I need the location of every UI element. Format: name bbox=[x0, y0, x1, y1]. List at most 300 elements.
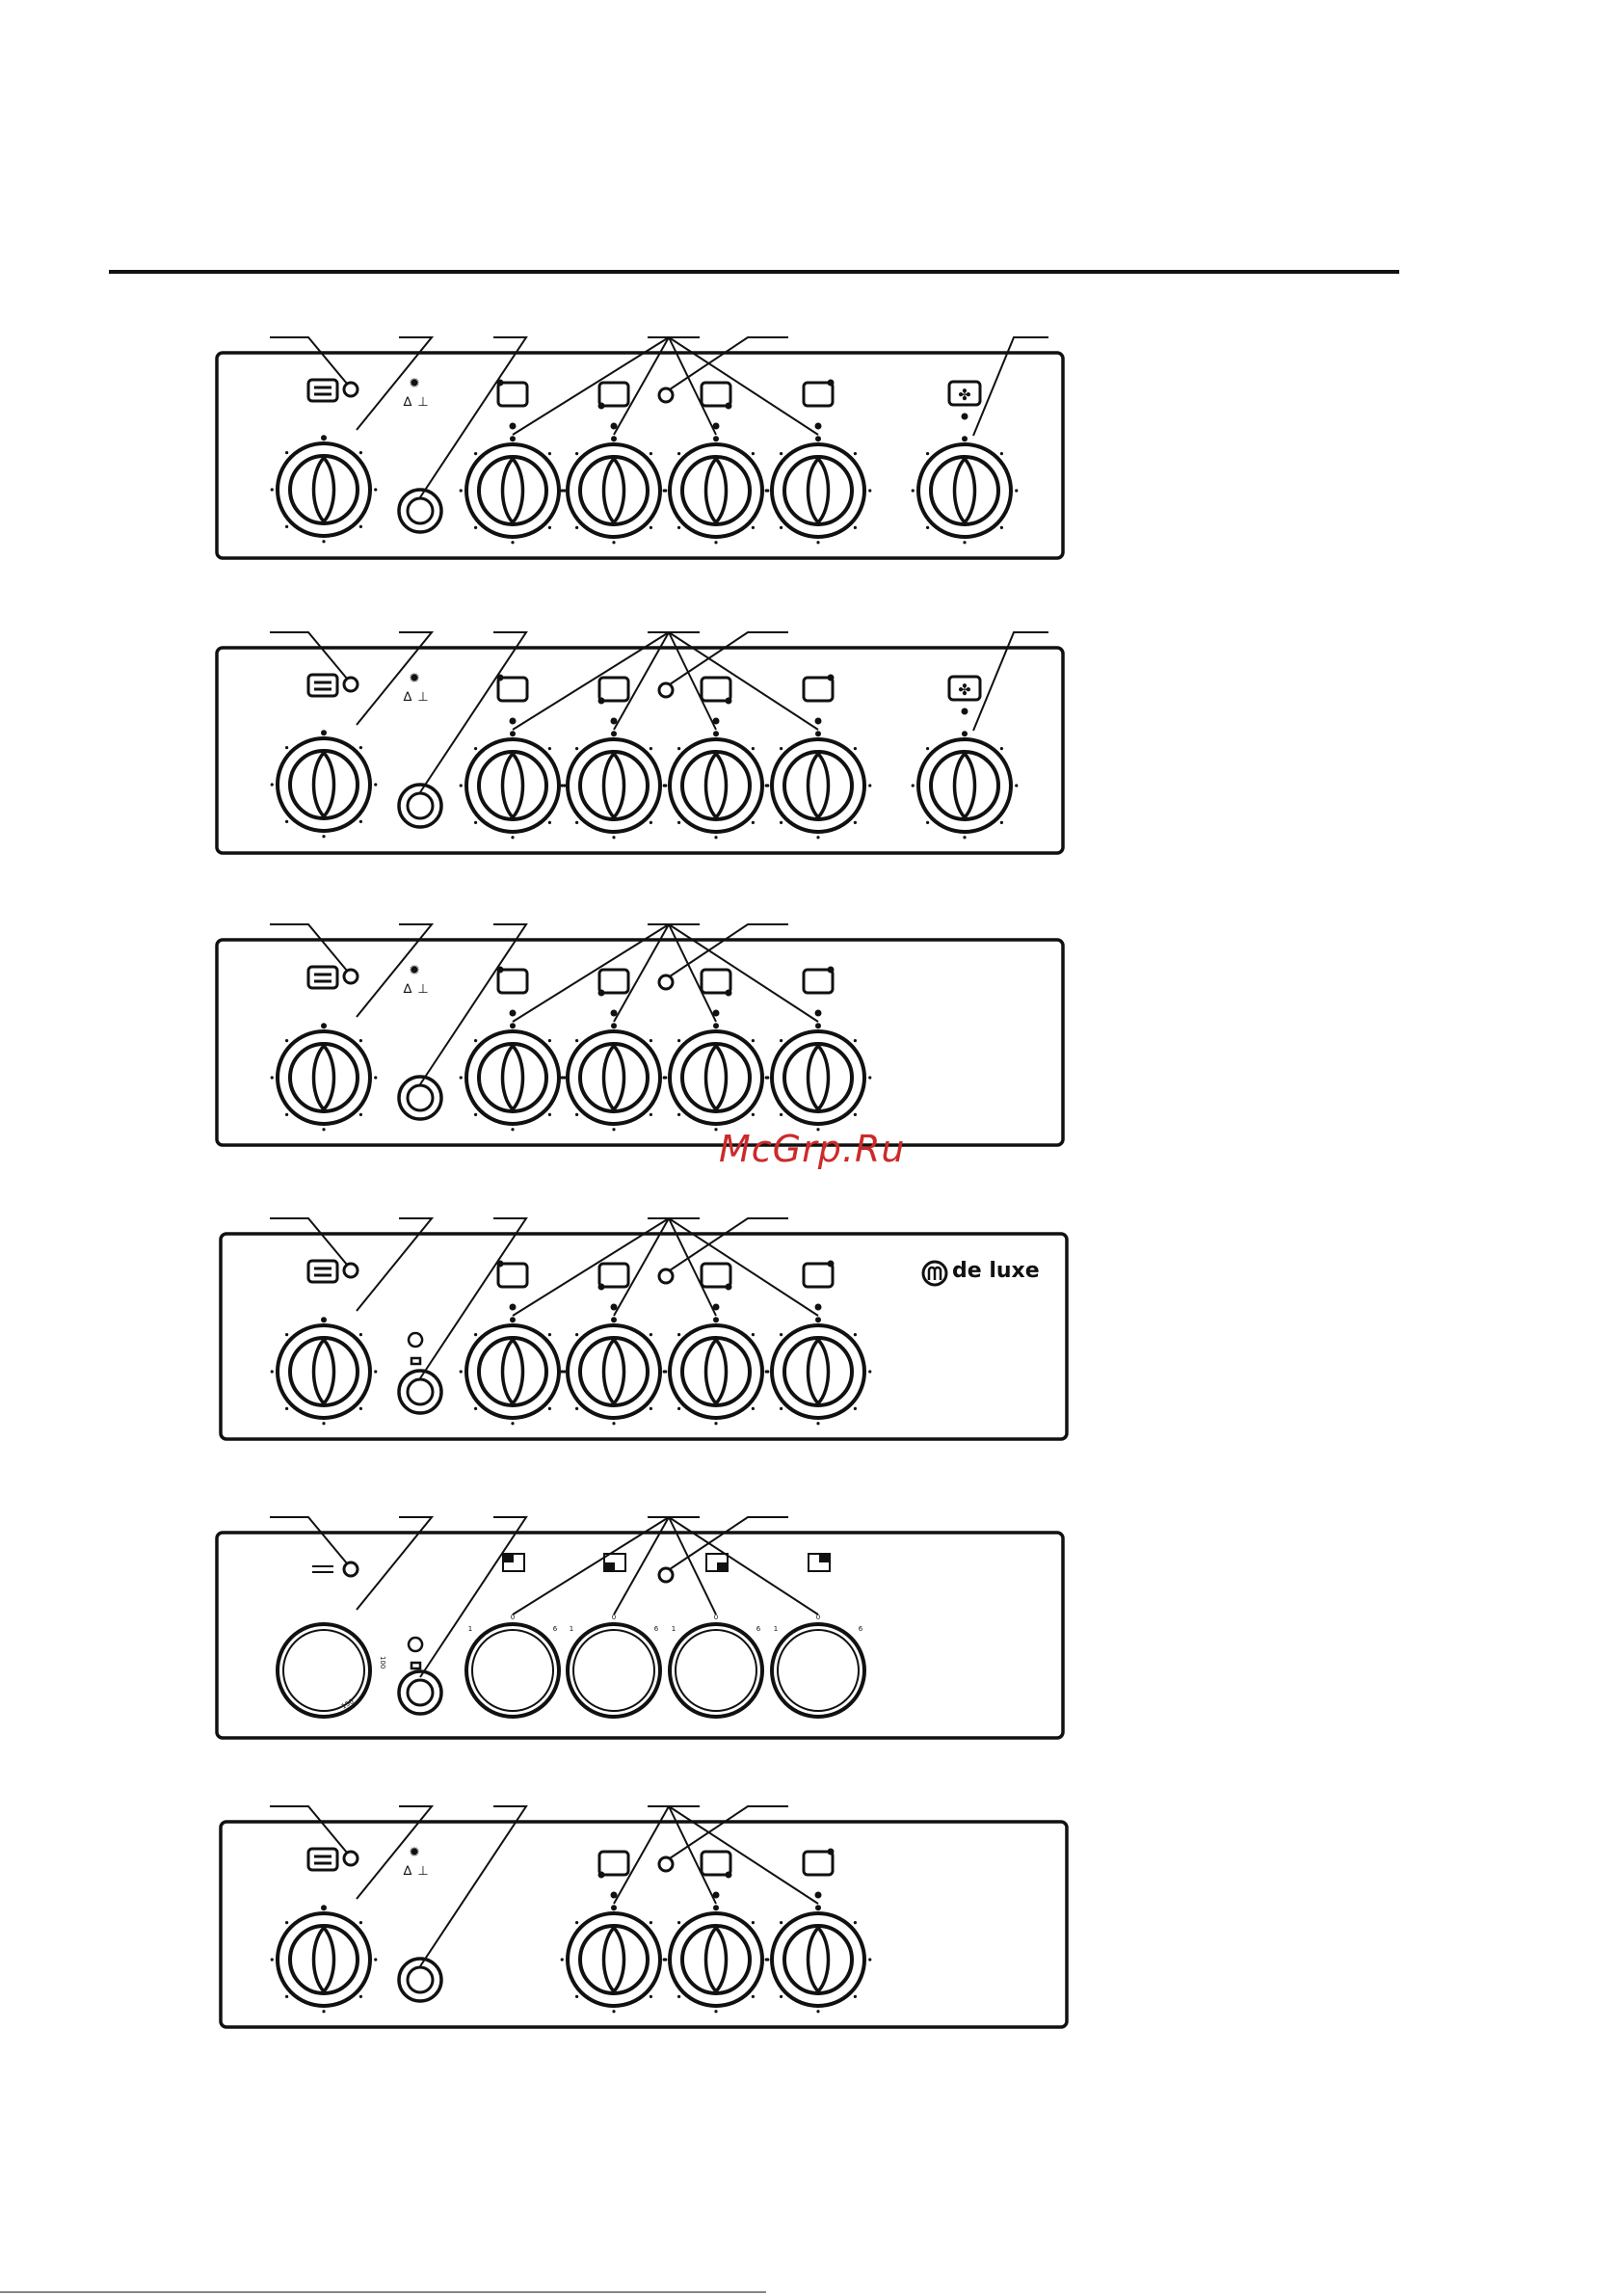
indicator-dot bbox=[510, 718, 517, 725]
knob-scale-dot bbox=[752, 1921, 755, 1924]
knob-inner-ring bbox=[682, 1044, 750, 1111]
oven-thermostat-knob bbox=[271, 1905, 378, 2013]
light-symbol-icon bbox=[403, 963, 429, 997]
oven-icon bbox=[308, 1261, 337, 1282]
knob-grip bbox=[955, 754, 975, 817]
knob-scale-dot bbox=[677, 1039, 680, 1042]
knob-scale-dot bbox=[854, 526, 857, 529]
leader-line bbox=[270, 632, 347, 679]
oven-icon bbox=[308, 675, 337, 696]
burner-frame bbox=[804, 383, 833, 406]
knob-scale-dot bbox=[474, 747, 477, 750]
flame-glyph: ∆ bbox=[403, 395, 412, 410]
knob-outer-ring bbox=[466, 1624, 559, 1717]
knob-outer-ring bbox=[772, 1624, 864, 1717]
knob-scale-dot bbox=[561, 784, 564, 787]
knob-inner-ring bbox=[931, 752, 998, 819]
knob-inner-ring bbox=[784, 752, 852, 819]
indicator-dot bbox=[510, 1304, 517, 1311]
burner-knob bbox=[561, 1905, 668, 2013]
burner-icon bbox=[804, 380, 835, 407]
knob-grip bbox=[604, 1928, 624, 1991]
sun-glyph: ✹ bbox=[409, 1845, 420, 1860]
burner-position-dot bbox=[828, 967, 835, 974]
leader-line bbox=[670, 632, 788, 684]
knob-scale-dot bbox=[854, 1995, 857, 1998]
burner-icon bbox=[809, 1554, 830, 1571]
burner-icon bbox=[598, 970, 629, 997]
knob-scale-dot bbox=[677, 747, 680, 750]
oven-thermostat-knob bbox=[271, 1023, 378, 1131]
knob-grip bbox=[314, 753, 334, 816]
knob-scale-dot bbox=[912, 489, 915, 492]
burner-frame bbox=[599, 970, 628, 993]
indicator-dot bbox=[815, 1010, 822, 1017]
dial-label-one: 1 bbox=[467, 1625, 473, 1633]
knob-scale-dot bbox=[548, 1407, 551, 1410]
knob-inner-ring bbox=[778, 1630, 859, 1711]
knob-grip bbox=[809, 1928, 829, 1991]
oven-thermostat-knob bbox=[271, 1317, 378, 1425]
knob-scale-dot bbox=[374, 1370, 377, 1373]
burner-icon bbox=[598, 678, 629, 705]
knob-scale-dot bbox=[650, 747, 652, 750]
burner-position-dot bbox=[726, 990, 732, 997]
knob-grip bbox=[809, 754, 829, 817]
knob-scale-dot bbox=[271, 1958, 274, 1961]
knob-scale-dot bbox=[752, 452, 755, 455]
dial-label-six: 6 bbox=[858, 1625, 863, 1633]
knob-scale-dot bbox=[374, 783, 377, 786]
knob-inner-ring bbox=[290, 1338, 358, 1405]
knob-scale-dot bbox=[285, 525, 288, 528]
knob-scale-dot bbox=[285, 451, 288, 454]
leader-line bbox=[270, 1517, 347, 1563]
watermark-text: McGrp.Ru bbox=[719, 1128, 906, 1170]
burner-position-dot bbox=[828, 1261, 835, 1268]
knob-scale-dot bbox=[650, 526, 652, 529]
knob-scale-dot bbox=[677, 1407, 680, 1410]
knob-scale-dot bbox=[816, 541, 819, 544]
knob-scale-dot bbox=[321, 730, 327, 735]
knob-scale-dot bbox=[780, 1333, 782, 1336]
burner-zone bbox=[717, 1562, 728, 1571]
knob-scale-dot bbox=[510, 436, 516, 441]
burner-knob bbox=[670, 1624, 762, 1717]
oven-function-knob bbox=[912, 436, 1019, 544]
knob-scale-dot bbox=[474, 1407, 477, 1410]
leader-line bbox=[670, 1218, 788, 1270]
knob-scale-dot bbox=[612, 2010, 615, 2013]
knob-scale-dot bbox=[752, 747, 755, 750]
knob-scale-dot bbox=[285, 1333, 288, 1336]
indicator-dot bbox=[611, 718, 618, 725]
knob-scale-dot bbox=[868, 1076, 871, 1079]
knob-scale-dot bbox=[912, 784, 915, 787]
knob-scale-dot bbox=[321, 1905, 327, 1910]
knob-scale-dot bbox=[548, 1039, 551, 1042]
burner-pilot-icon bbox=[659, 1568, 673, 1582]
burner-icon bbox=[497, 380, 528, 407]
knob-grip bbox=[706, 754, 727, 817]
fan-glyph: ✤ bbox=[958, 681, 971, 699]
knob-inner-ring bbox=[682, 1926, 750, 1993]
indicator-dot bbox=[815, 1892, 822, 1899]
knob-scale-dot bbox=[677, 452, 680, 455]
knob-scale-dot bbox=[714, 836, 717, 839]
burner-knob bbox=[765, 1905, 872, 2013]
knob-inner-ring bbox=[682, 1338, 750, 1405]
oven-icon bbox=[312, 1566, 333, 1572]
knob-scale-dot bbox=[713, 1023, 719, 1028]
burner-knob bbox=[765, 1023, 872, 1131]
knob-scale-dot bbox=[511, 1422, 514, 1425]
knob-inner-ring bbox=[784, 1338, 852, 1405]
burner-zone bbox=[503, 1554, 514, 1562]
knob-scale-dot bbox=[780, 526, 782, 529]
sun-glyph: ✹ bbox=[409, 671, 420, 686]
burner-knob bbox=[663, 1317, 770, 1425]
flame-glyph: ∆ bbox=[403, 1864, 412, 1879]
flame-glyph: ∆ bbox=[403, 690, 412, 705]
knob-scale-dot bbox=[677, 1333, 680, 1336]
brand-name: de luxe bbox=[952, 1259, 1040, 1283]
flame-glyph: ⊥ bbox=[417, 1864, 429, 1879]
panel-4 bbox=[221, 1218, 1067, 1439]
knob-scale-dot bbox=[321, 1023, 327, 1028]
oven-icon bbox=[308, 967, 337, 988]
knob-scale-dot bbox=[752, 821, 755, 824]
burner-knob bbox=[765, 731, 872, 839]
knob-scale-dot bbox=[322, 1422, 325, 1425]
oven-frame bbox=[308, 380, 337, 401]
dial-label-zero: 0 bbox=[611, 1614, 617, 1621]
knob-scale-dot bbox=[271, 783, 274, 786]
knob-scale-dot bbox=[510, 1023, 516, 1028]
knob-scale-dot bbox=[561, 1076, 564, 1079]
knob-outer-ring bbox=[568, 1624, 660, 1717]
knob-scale-dot bbox=[359, 451, 362, 454]
oven-frame bbox=[308, 675, 337, 696]
fan-oven-icon bbox=[949, 382, 980, 405]
burner-position-dot bbox=[726, 1872, 732, 1879]
knob-scale-dot bbox=[1015, 784, 1018, 787]
leader-line bbox=[420, 1517, 526, 1677]
burner-zone bbox=[819, 1554, 830, 1562]
knob-scale-dot bbox=[765, 1076, 768, 1079]
ignition-inner bbox=[408, 1967, 433, 1992]
knob-grip bbox=[809, 1046, 829, 1109]
knob-grip bbox=[809, 1340, 829, 1403]
ignition-inner bbox=[408, 793, 433, 818]
knob-scale-dot bbox=[677, 1921, 680, 1924]
knob-scale-dot bbox=[650, 1921, 652, 1924]
indicator-dot bbox=[611, 1010, 618, 1017]
knob-grip bbox=[809, 459, 829, 522]
burner-icon bbox=[598, 1264, 629, 1291]
knob-scale-dot bbox=[1000, 526, 1003, 529]
knob-scale-dot bbox=[854, 452, 857, 455]
knob-scale-dot bbox=[815, 1905, 821, 1910]
knob-inner-ring bbox=[472, 1630, 553, 1711]
knob-scale-dot bbox=[677, 821, 680, 824]
pilot-lamp-icon bbox=[344, 1562, 358, 1576]
knob-scale-dot bbox=[714, 1128, 717, 1131]
knob-scale-dot bbox=[650, 1113, 652, 1116]
knob-grip bbox=[706, 1928, 727, 1991]
knob-scale-dot bbox=[612, 1128, 615, 1131]
burner-knob bbox=[460, 1317, 567, 1425]
knob-scale-dot bbox=[752, 1113, 755, 1116]
knob-scale-dot bbox=[374, 1076, 377, 1079]
knob-scale-dot bbox=[1000, 747, 1003, 750]
knob-scale-dot bbox=[285, 820, 288, 823]
knob-scale-dot bbox=[1015, 489, 1018, 492]
oven-icon bbox=[308, 1849, 337, 1870]
burner-icon bbox=[598, 383, 629, 410]
knob-scale-dot bbox=[780, 1995, 782, 1998]
knob-scale-dot bbox=[663, 1370, 666, 1373]
burner-position-dot bbox=[726, 403, 732, 410]
knob-scale-dot bbox=[548, 821, 551, 824]
knob-scale-dot bbox=[663, 784, 666, 787]
knob-scale-dot bbox=[663, 1076, 666, 1079]
knob-scale-dot bbox=[752, 526, 755, 529]
knob-inner-ring bbox=[479, 752, 546, 819]
leader-line bbox=[420, 337, 526, 497]
knob-scale-dot bbox=[650, 821, 652, 824]
ignition-button bbox=[399, 1671, 441, 1714]
knob-scale-dot bbox=[271, 488, 274, 491]
dial-label-six: 6 bbox=[552, 1625, 558, 1633]
burner-pilot-icon bbox=[659, 388, 673, 402]
burner-position-dot bbox=[828, 1849, 835, 1855]
knob-scale-dot bbox=[548, 747, 551, 750]
knob-scale-dot bbox=[548, 1333, 551, 1336]
knob-grip bbox=[706, 1046, 727, 1109]
burner-knob bbox=[765, 1317, 872, 1425]
knob-scale-dot bbox=[474, 526, 477, 529]
leader-line bbox=[270, 1806, 347, 1853]
knob-grip bbox=[955, 459, 975, 522]
burner-knob bbox=[765, 436, 872, 544]
leader-line bbox=[670, 924, 788, 976]
dial-label-zero: 0 bbox=[815, 1614, 821, 1621]
burner-frame bbox=[498, 383, 527, 406]
knob-scale-dot bbox=[285, 1407, 288, 1410]
oven-thermostat-knob bbox=[278, 1624, 370, 1717]
burner-knob bbox=[663, 731, 770, 839]
knob-scale-dot bbox=[359, 1113, 362, 1116]
knob-scale-dot bbox=[713, 1905, 719, 1910]
knob-scale-dot bbox=[663, 1958, 666, 1961]
burner-icon bbox=[598, 1852, 629, 1879]
burner-frame bbox=[804, 970, 833, 993]
knob-inner-ring bbox=[479, 457, 546, 524]
burner-position-dot bbox=[598, 403, 605, 410]
knob-grip bbox=[706, 1340, 727, 1403]
flame-glyph: ⊥ bbox=[417, 982, 429, 997]
knob-scale-dot bbox=[575, 1113, 578, 1116]
knob-scale-dot bbox=[612, 541, 615, 544]
knob-scale-dot bbox=[575, 1995, 578, 1998]
leader-line bbox=[420, 1218, 526, 1378]
knob-inner-ring bbox=[580, 1338, 648, 1405]
knob-scale-dot bbox=[359, 1333, 362, 1336]
knob-scale-dot bbox=[611, 1905, 617, 1910]
burner-frame bbox=[498, 678, 527, 701]
oven-frame bbox=[308, 967, 337, 988]
knob-scale-dot bbox=[765, 489, 768, 492]
knob-scale-dot bbox=[650, 1333, 652, 1336]
knob-grip bbox=[503, 1340, 523, 1403]
knob-scale-dot bbox=[548, 526, 551, 529]
dial-label-one: 1 bbox=[773, 1625, 779, 1633]
knob-scale-dot bbox=[460, 1370, 463, 1373]
knob-scale-dot bbox=[677, 526, 680, 529]
burner-frame bbox=[804, 1264, 833, 1287]
knob-scale-dot bbox=[926, 821, 929, 824]
knob-scale-dot bbox=[460, 784, 463, 787]
leader-line bbox=[270, 337, 347, 384]
knob-scale-dot bbox=[963, 541, 966, 544]
knob-scale-dot bbox=[780, 1921, 782, 1924]
knob-scale-dot bbox=[510, 731, 516, 736]
burner-frame bbox=[702, 383, 730, 406]
knob-grip bbox=[314, 458, 334, 521]
burner-knob bbox=[460, 436, 567, 544]
knob-inner-ring bbox=[784, 1926, 852, 1993]
knob-scale-dot bbox=[962, 731, 968, 736]
knob-scale-dot bbox=[854, 747, 857, 750]
knob-scale-dot bbox=[714, 1422, 717, 1425]
knob-scale-dot bbox=[575, 452, 578, 455]
knob-scale-dot bbox=[561, 489, 564, 492]
knob-scale-dot bbox=[650, 1407, 652, 1410]
knob-scale-dot bbox=[474, 1333, 477, 1336]
burner-knob bbox=[460, 1023, 567, 1131]
knob-scale-dot bbox=[816, 1422, 819, 1425]
burner-frame bbox=[702, 1264, 730, 1287]
knob-scale-dot bbox=[359, 1995, 362, 1998]
knob-grip bbox=[706, 459, 727, 522]
knob-inner-ring bbox=[682, 457, 750, 524]
knob-scale-dot bbox=[322, 835, 325, 838]
indicator-dot bbox=[962, 414, 968, 420]
oven-function-knob bbox=[912, 731, 1019, 839]
burner-knob bbox=[663, 1023, 770, 1131]
burner-icon bbox=[702, 970, 732, 997]
knob-scale-dot bbox=[752, 1333, 755, 1336]
knob-grip bbox=[314, 1928, 334, 1991]
panel-2 bbox=[217, 632, 1063, 853]
knob-scale-dot bbox=[677, 1113, 680, 1116]
knob-inner-ring bbox=[784, 457, 852, 524]
knob-scale-dot bbox=[1000, 452, 1003, 455]
knob-scale-dot bbox=[322, 540, 325, 543]
knob-scale-dot bbox=[548, 452, 551, 455]
ignition-inner bbox=[408, 1379, 433, 1404]
dial-label-one: 1 bbox=[569, 1625, 574, 1633]
knob-scale-dot bbox=[868, 784, 871, 787]
panel-6 bbox=[221, 1806, 1067, 2027]
knob-inner-ring bbox=[580, 457, 648, 524]
light-symbol-icon bbox=[403, 376, 429, 410]
knob-scale-dot bbox=[765, 784, 768, 787]
leader-line bbox=[670, 337, 788, 389]
dial-label-six: 6 bbox=[653, 1625, 659, 1633]
knob-inner-ring bbox=[931, 457, 998, 524]
knob-inner-ring bbox=[479, 1338, 546, 1405]
knob-scale-dot bbox=[321, 435, 327, 441]
burner-icon bbox=[702, 1852, 732, 1879]
burner-position-dot bbox=[598, 1284, 605, 1291]
knob-scale-dot bbox=[561, 1370, 564, 1373]
knob-scale-dot bbox=[611, 1317, 617, 1322]
burner-frame bbox=[599, 383, 628, 406]
burner-position-dot bbox=[828, 675, 835, 681]
dial-label-150: 150 bbox=[340, 1697, 356, 1711]
knob-scale-dot bbox=[815, 731, 821, 736]
burner-pilot-icon bbox=[659, 1269, 673, 1283]
knob-scale-dot bbox=[359, 746, 362, 749]
knob-scale-dot bbox=[1000, 821, 1003, 824]
knob-scale-dot bbox=[548, 1113, 551, 1116]
knob-grip bbox=[314, 1340, 334, 1403]
burner-icon bbox=[702, 1264, 732, 1291]
knob-scale-dot bbox=[815, 1317, 821, 1322]
knob-scale-dot bbox=[854, 1039, 857, 1042]
knob-scale-dot bbox=[359, 1921, 362, 1924]
burner-knob bbox=[561, 436, 668, 544]
lamp-icon bbox=[409, 1638, 422, 1669]
burner-knob bbox=[663, 436, 770, 544]
leader-line bbox=[270, 1218, 347, 1265]
ignition-outer bbox=[399, 1671, 441, 1714]
knob-scale-dot bbox=[322, 2010, 325, 2013]
knob-scale-dot bbox=[374, 488, 377, 491]
knob-inner-ring bbox=[676, 1630, 756, 1711]
fan-glyph: ✤ bbox=[958, 386, 971, 404]
knob-grip bbox=[314, 1046, 334, 1109]
burner-position-dot bbox=[598, 1872, 605, 1879]
knob-scale-dot bbox=[854, 821, 857, 824]
burner-icon bbox=[497, 1261, 528, 1288]
knob-scale-dot bbox=[714, 2010, 717, 2013]
knob-scale-dot bbox=[963, 836, 966, 839]
knob-grip bbox=[604, 1046, 624, 1109]
knob-scale-dot bbox=[359, 1407, 362, 1410]
knob-scale-dot bbox=[868, 489, 871, 492]
burner-icon bbox=[702, 678, 732, 705]
burner-frame bbox=[804, 1852, 833, 1875]
knob-scale-dot bbox=[650, 1039, 652, 1042]
knob-scale-dot bbox=[359, 820, 362, 823]
knob-scale-dot bbox=[650, 1995, 652, 1998]
pilot-lamp-icon bbox=[344, 1264, 358, 1277]
knob-scale-dot bbox=[611, 436, 617, 441]
knob-scale-dot bbox=[460, 1076, 463, 1079]
oven-thermostat-knob bbox=[271, 435, 378, 543]
lamp-icon bbox=[409, 1333, 422, 1364]
pilot-lamp-icon bbox=[344, 383, 358, 396]
dial-label-one: 1 bbox=[671, 1625, 676, 1633]
burner-frame bbox=[599, 1264, 628, 1287]
knob-scale-dot bbox=[474, 821, 477, 824]
knob-scale-dot bbox=[663, 489, 666, 492]
knob-scale-dot bbox=[285, 1113, 288, 1116]
indicator-dot bbox=[510, 423, 517, 430]
